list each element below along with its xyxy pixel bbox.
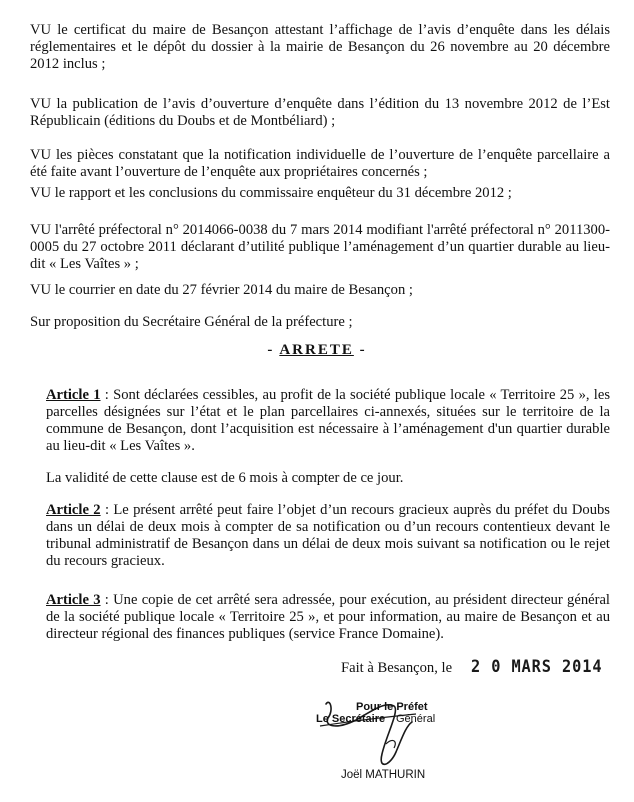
article-3	[46, 592, 610, 643]
article-3-text: : Une copie de cet arrêté sera adressée, pour exécution, au président directeur général de la société publique locale « Territoire 25 », et pour information, au maire de Besançon et au directeur régional des finances publiques (service France Domaine).	[46, 592, 610, 642]
article-2-text: : Le présent arrêté peut faire l’objet d’un recours gracieux auprès du préfet du Doubs dans un délai de deux mois à compter de sa notification ou d’un recours contentieux devant le tribunal administratif de Besançon dans un délai de deux mois suivant sa notification ou le rejet du recours gracieux.	[46, 502, 610, 569]
article-1	[46, 387, 610, 455]
date-stamp: 2 0 MARS 2014	[471, 657, 603, 677]
paragraph-vu-pieces: VU les pièces constatant que la notification individuelle de l’ouverture de l’enquête parcellaire a été faite avant l’ouverture de l’enquête aux propriétaires concernés ;	[30, 147, 610, 180]
paragraph-vu-arrete: VU l'arrêté préfectoral n° 2014066-0038 du 7 mars 2014 modifiant l'arrêté préfectoral n° 2011300-0005 du 27 octobre 2011 déclarant d’utilité publique l’aménagement d’un quartier durable au lieu-dit « Les Vaîtes » ;	[30, 222, 610, 272]
signature-block	[316, 696, 516, 796]
paragraph-vu-courrier: VU le courrier en date du 27 février 2014 du maire de Besançon ;	[30, 282, 413, 298]
heading-dash-left: -	[267, 342, 280, 358]
paragraph-vu-publication: VU la publication de l’avis d’ouverture d’enquête dans l’édition du 13 novembre 2012 de l’Est Républicain (éditions du Doubs et de Montbéliard) ;	[30, 96, 610, 129]
fait-a-besancon: Fait à Besançon, le	[341, 660, 453, 676]
le-secretaire: Le Secrétaire	[316, 713, 386, 725]
article-3-label: Article 3	[46, 592, 101, 608]
article-2	[46, 502, 610, 570]
pour-le-prefet: Pour le Préfet	[356, 701, 428, 713]
article-1-text: : Sont déclarées cessibles, au profit de la société publique locale « Territoire 25 », les parcelles désignées sur l’état et le plan parcellaires ci-annexés, situées sur le territoire de la commune de Besançon, dont l’acquisition est nécessaire à l’aménagement d'un quartier durable au lieu-dit « Les Vaîtes ».	[46, 387, 610, 454]
article-2-label: Article 2	[46, 502, 101, 518]
signer-name: Joël MATHURIN	[341, 769, 426, 781]
heading-word: ARRETE	[279, 342, 354, 358]
arrete-heading	[0, 342, 634, 359]
paragraph-sur-proposition: Sur proposition du Secrétaire Général de la préfecture ;	[30, 314, 353, 330]
paragraph-vu-rapport: VU le rapport et les conclusions du commissaire enquêteur du 31 décembre 2012 ;	[30, 185, 512, 201]
article-1-label: Article 1	[46, 387, 101, 403]
heading-dash-right: -	[353, 342, 367, 358]
paragraph-vu-certificat: VU le certificat du maire de Besançon attestant l’affichage de l’avis d’enquête dans les délais réglementaires et le dépôt du dossier à la mairie de Besançon du 26 novembre au 20 décembre 2012 inclus ;	[30, 22, 610, 72]
general: Général	[396, 713, 436, 725]
article-1-validity: La validité de cette clause est de 6 mois à compter de ce jour.	[46, 470, 404, 486]
